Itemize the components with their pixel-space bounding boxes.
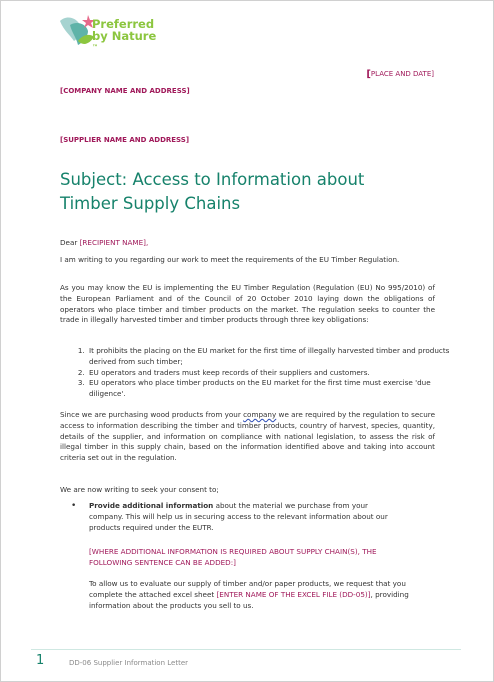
company-word: company (243, 410, 277, 419)
footer-divider (31, 649, 461, 650)
subject-line1: Subject: Access to Information about (60, 170, 365, 189)
obligation-item: 1. It prohibits the placing on the EU market for the first time of illegally harvested timber and products derived from such timber; (87, 346, 462, 368)
footer-doc-title: DD-06 Supplier Information Letter (69, 659, 189, 667)
supplier-address: [SUPPLIER NAME AND ADDRESS] (60, 136, 190, 144)
greeting (60, 238, 435, 249)
obligation-item: 2. EU operators and traders must keep records of their suppliers and customers. (87, 368, 462, 379)
subject-line2: Timber Supply Chains (60, 194, 241, 213)
bullet-bold: Provide additional information (89, 501, 214, 510)
para5-end: , providing information about the products you sell to us. (89, 589, 409, 610)
paragraph-purchasing (60, 410, 435, 464)
paragraph-regulation: As you may know the EU is implementing the EU Timber Regulation (Regulation (EU) No 995/2010) of the European Parliament and of the Council of 20 October 2010 laying down the obligations of operators who place timber and timber products on the market. The regulation seeks to counter the trade in illegally harvested timber and timber products through three key obligations: (60, 283, 435, 325)
bullet-provide-info (71, 501, 401, 533)
bullet-rest: about the material we purchase from your company. This will help us in securing access to the relevant information about our products required under the EUTR. (89, 501, 388, 532)
logo-line2: by Nature (92, 29, 157, 43)
place-and-date (366, 69, 434, 80)
paragraph-consent: We are now writing to seek your consent to; (60, 485, 219, 494)
obligation-item: 3. EU operators who place timber products on the EU market for the first time must exercise 'due diligence'. (87, 378, 462, 400)
logo-text (92, 18, 156, 54)
paragraph-intro: I am writing to you regarding our work to meet the requirements of the EU Timber Regulation. (60, 255, 400, 264)
recipient-name: [RECIPIENT NAME], (79, 238, 149, 247)
place-date-bracket: [ (366, 69, 371, 80)
bullet-dot-icon: • (71, 501, 77, 511)
logo-line1: Preferred (92, 17, 155, 31)
company-address: [COMPANY NAME AND ADDRESS] (60, 87, 190, 95)
page-number: 1 (36, 653, 45, 668)
place-date-label: PLACE AND DATE] (370, 70, 434, 78)
para3-end: we are required by the regulation to secure access to information describing the timber and timber products, country of harvest, species, quantity, details of the supplier, and information on compliance with national legislation, to assess the risk of illegal timber in this supply chain, based on the information identified above and taking into account criteria set out in the regulation. (60, 410, 436, 463)
para5-start: To allow us to evaluate our supply of timber and/or paper products, we request that you complete the attached excel sheet (89, 579, 406, 599)
excel-file-placeholder: [ENTER NAME OF THE EXCEL FILE (DD-05)] (216, 589, 371, 599)
paragraph-excel-request (89, 579, 409, 611)
bullet-text (89, 501, 401, 533)
obligations-list (60, 346, 462, 400)
greeting-prefix: Dear (60, 238, 80, 247)
supply-chain-note: [WHERE ADDITIONAL INFORMATION IS REQUIRED ABOUT SUPPLY CHAIN(S), THE FOLLOWING SENTENCE CAN BE ADDED:] (89, 547, 377, 567)
logo-tm: ™ (92, 44, 98, 51)
para3-start: Since we are purchasing wood products from your (60, 410, 244, 419)
subject-heading (60, 168, 440, 216)
